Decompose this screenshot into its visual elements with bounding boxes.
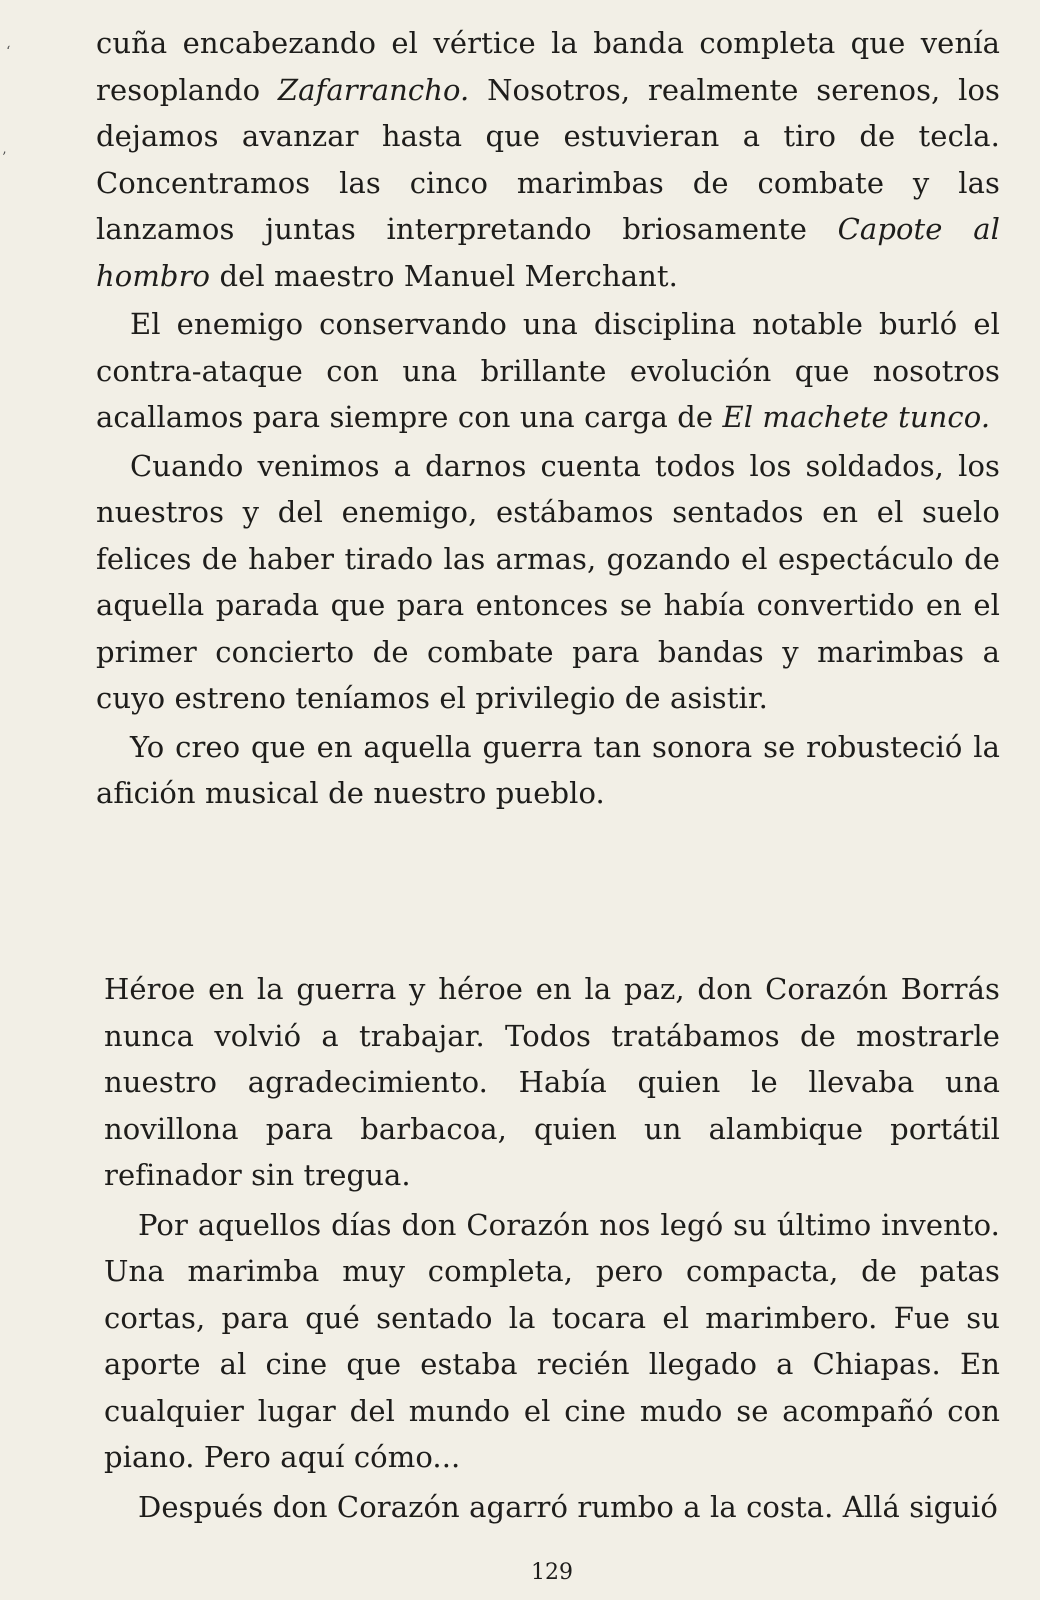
text-run: cuña encabezando el vértice la banda completa que venía resoplando xyxy=(96,26,1000,107)
page-number: 129 xyxy=(531,1560,573,1585)
text-run: Yo creo que en aquella guerra tan sonora se robusteció la afición musical de nuestro pueblo. xyxy=(96,729,1000,810)
paragraph xyxy=(104,1202,1000,1481)
text-block-bottom xyxy=(104,966,1000,1530)
text-run: Héroe en la guerra y héroe en la paz, don Corazón Borrás nunca volvió a trabajar. Todos tratábamos de mostrarle nuestro agradecimiento. Había quien le llevaba una novillona para barbacoa, quien un alambique portátil refinador sin tregua. xyxy=(104,972,1000,1192)
text-run: Por aquellos días don Corazón nos legó su último invento. Una marimba muy completa, pero compacta, de patas cortas, para qué sentado la tocara el marimbero. Fue su aporte al cine que estaba recién llegado a Chiapas. En cualquier lugar del mundo el cine mudo se acompañó con piano. Pero aquí cómo... xyxy=(104,1207,1000,1474)
paragraph xyxy=(96,724,1000,817)
paragraph xyxy=(96,20,1000,299)
text-run: El enemigo conservando una disciplina notable burló el contra-ataque con una brillante evolución que nosotros acallamos para siempre con una carga de xyxy=(96,307,1000,434)
text-run: Nosotros, realmente serenos, los dejamos avanzar hasta que estuvieran a tiro de tecla. Concentramos las cinco marimbas de combate y las lanzamos juntas interpretando briosamente xyxy=(96,72,1001,246)
text-run: Cuando venimos a darnos cuenta todos los soldados, los nuestros y del enemigo, estábamos sentados en el suelo felices de haber tirado las armas, gozando el espectáculo de aquella parada que para entonces se había convertido en el primer concierto de combate para bandas y marimbas a cuyo estreno teníamos el privilegio de asistir. xyxy=(96,448,1000,715)
paragraph xyxy=(96,443,1000,722)
text-run: del maestro Manuel Merchant. xyxy=(210,258,678,293)
paragraph xyxy=(96,301,1000,441)
margin-mark: ’ xyxy=(2,150,7,166)
italic-title: El machete tunco. xyxy=(722,400,991,434)
margin-mark: ‘ xyxy=(6,44,11,60)
text-block-top xyxy=(96,20,1000,817)
paragraph xyxy=(104,966,1000,1199)
paragraph xyxy=(104,1484,1000,1531)
italic-title: Zafarrancho. xyxy=(277,72,470,107)
text-run: Después don Corazón agarró rumbo a la costa. Allá siguió xyxy=(138,1489,998,1524)
italic-title: Capote al hombro xyxy=(96,212,1000,293)
